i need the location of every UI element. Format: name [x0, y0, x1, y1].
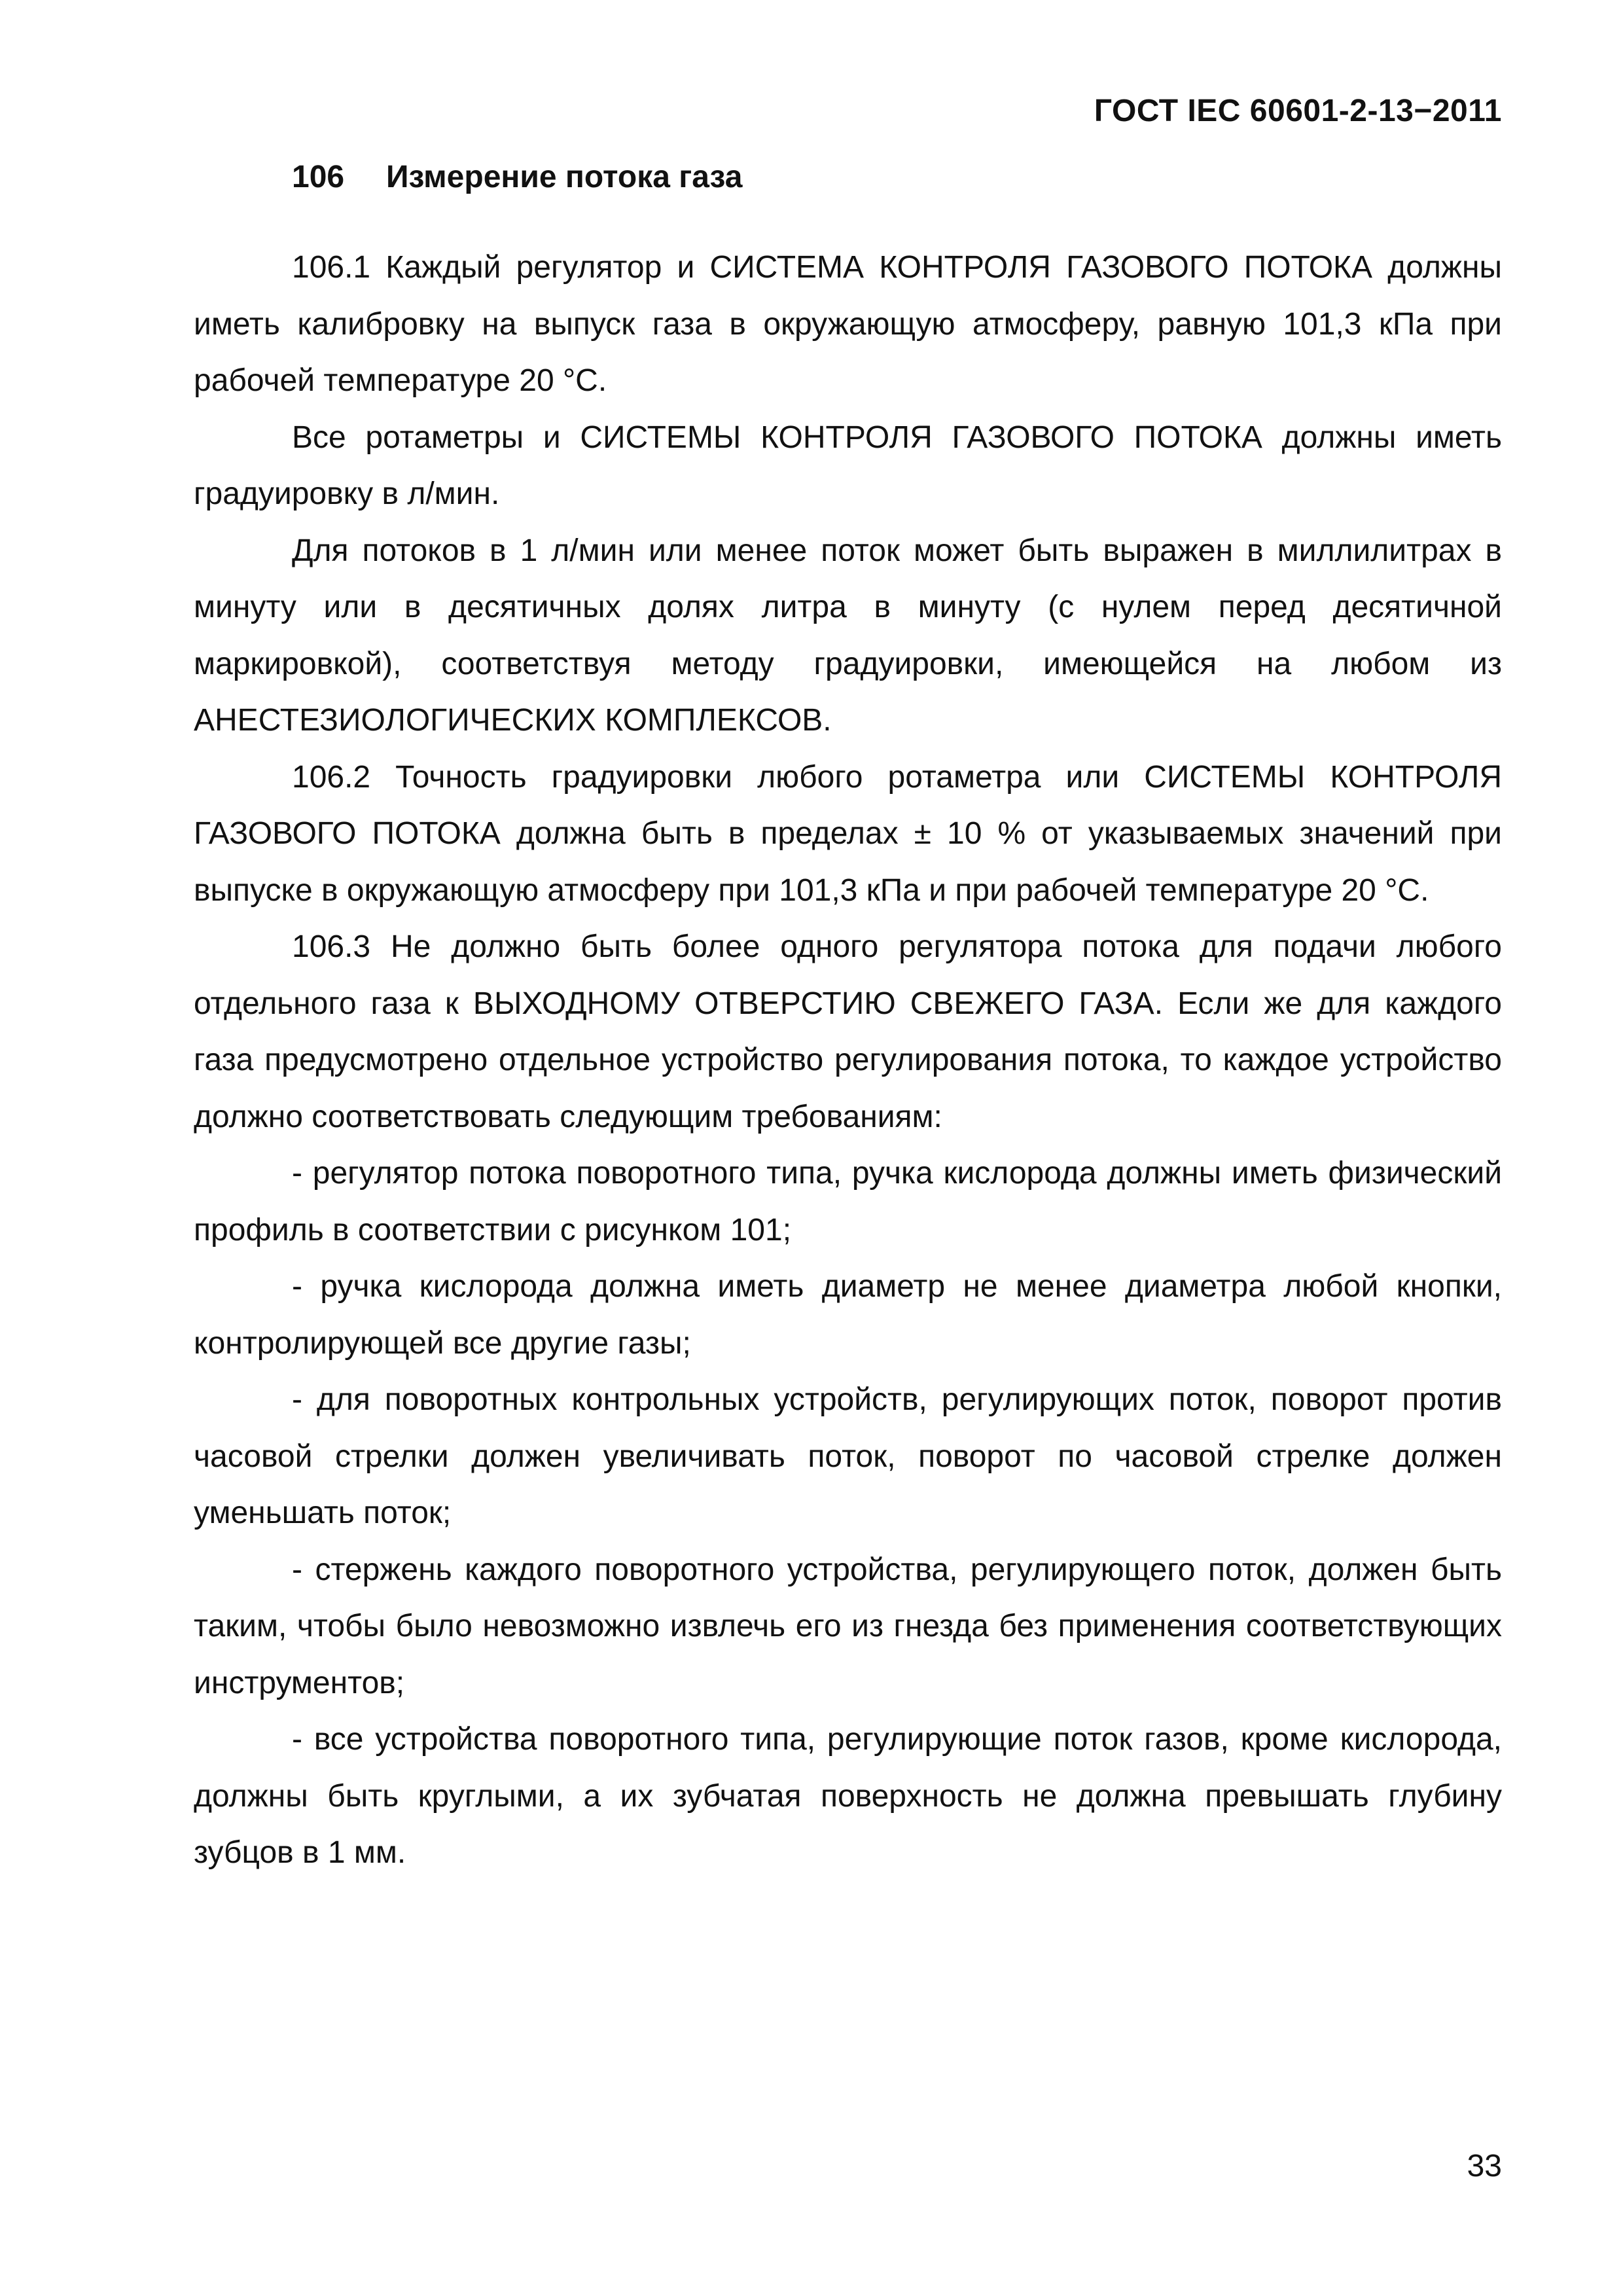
list-item-spindle: - стержень каждого поворотного устройства, регулирующего поток, должен быть таким, чтобы было невозможно извлечь его из гнезда без применения соответствующих инструментов; — [194, 1552, 1502, 1700]
document-header-id: ГОСТ IEC 60601-2-13−2011 — [1094, 94, 1502, 128]
page-number: 33 — [1467, 2149, 1502, 2183]
list-item-rotary-regulator: - регулятор потока поворотного типа, ручка кислорода должны иметь физический профиль в соответствии с рисунком 101; — [194, 1156, 1502, 1247]
list-item-oxygen-knob: - ручка кислорода должна иметь диаметр не менее диаметра любой кнопки, контролирующей все другие газы; — [194, 1269, 1502, 1361]
page-content — [194, 154, 1502, 1882]
paragraph-106-2: 106.2 Точность градуировки любого ротаметра или СИСТЕМЫ КОНТРОЛЯ ГАЗОВОГО ПОТОКА должна быть в пределах ± 10 % от указываемых значений при выпуске в окружающую атмосферу при 101,3 кПа и при рабочей температуре 20 °С. — [194, 759, 1502, 908]
section-heading — [194, 154, 1502, 200]
section-number: 106 — [292, 160, 345, 194]
list-item-round-knobs: - все устройства поворотного типа, регулирующие поток газов, кроме кислорода, должны быть круглыми, а их зубчатая поверхность не должна превышать глубину зубцов в 1 мм. — [194, 1722, 1502, 1870]
section-title: Измерение потока газа — [386, 160, 743, 194]
paragraph-low-flow: Для потоков в 1 л/мин или менее поток может быть выражен в миллилитрах в минуту или в десятичных долях литра в минуту (с нулем перед десятичной маркировкой), соответствуя методу градуировки, имеющейся на любом из АНЕСТЕЗИОЛОГИЧЕСКИХ КОМПЛЕКСОВ. — [194, 533, 1502, 738]
paragraph-106-1: 106.1 Каждый регулятор и СИСТЕМА КОНТРОЛЯ ГАЗОВОГО ПОТОКА должны иметь калибровку на выпуск газа в окружающую атмосферу, равную 101,3 кПа при рабочей температуре 20 °С. — [194, 250, 1502, 398]
list-item-rotation-direction: - для поворотных контрольных устройств, регулирующих поток, поворот против часовой стрелки должен увеличивать поток, поворот по часовой стрелке должен уменьшать поток; — [194, 1382, 1502, 1530]
paragraph-rotameters: Все ротаметры и СИСТЕМЫ КОНТРОЛЯ ГАЗОВОГО ПОТОКА должны иметь градуировку в л/мин. — [194, 420, 1502, 511]
paragraph-106-3: 106.3 Не должно быть более одного регулятора потока для подачи любого отдельного газа к ВЫХОДНОМУ ОТВЕРСТИЮ СВЕЖЕГО ГАЗА. Если же для каждого газа предусмотрено отдельное устройство регулирования потока, то каждое устройство должно соответствовать следующим требованиям: — [194, 929, 1502, 1134]
